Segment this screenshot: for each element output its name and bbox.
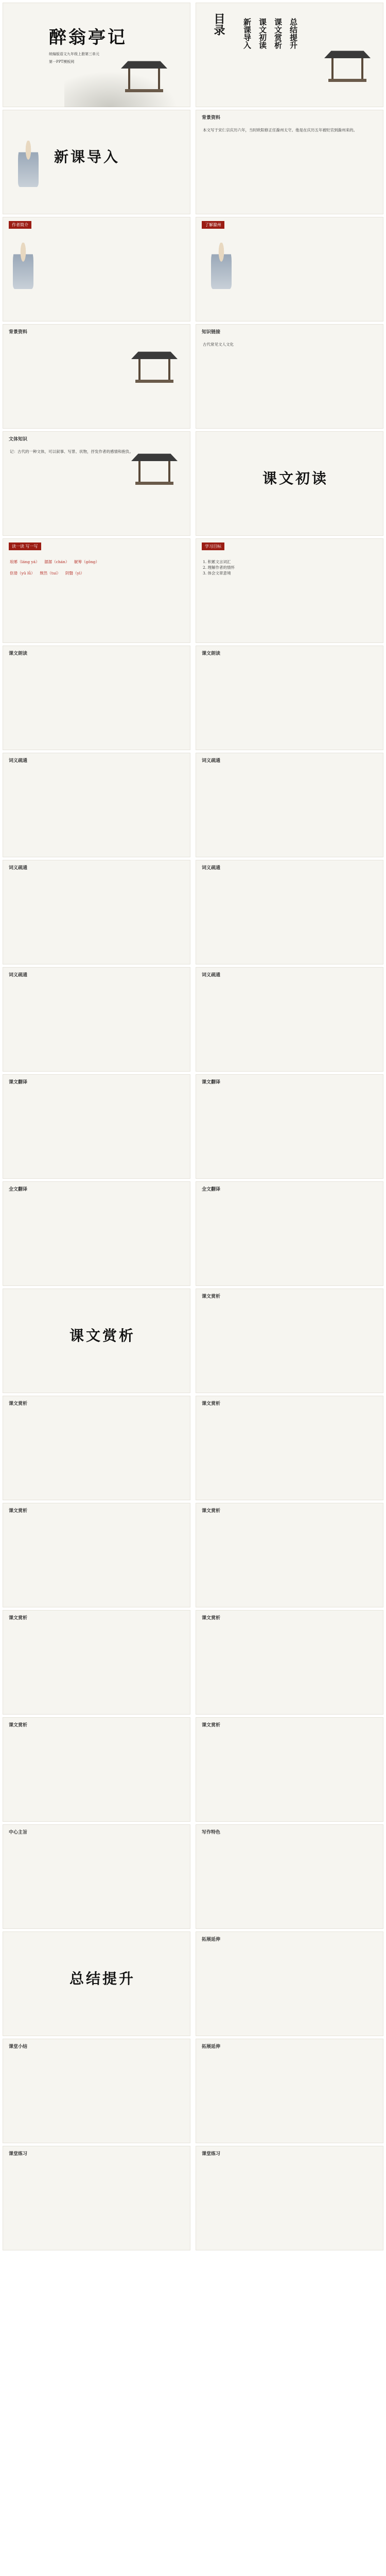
slide-title: 词义疏通 <box>9 973 28 978</box>
toc-item-4[interactable]: 总结提升 <box>289 18 298 49</box>
slide-analysis[interactable] <box>3 1503 190 1607</box>
slide-goals[interactable] <box>196 538 383 643</box>
pavilion-art <box>131 350 178 386</box>
toc-item-2[interactable]: 课文初读 <box>258 18 267 49</box>
slide-title: 拓展延伸 <box>202 2044 221 2049</box>
slide-analysis[interactable] <box>3 1396 190 1500</box>
slide-analysis[interactable] <box>196 1610 383 1715</box>
slide-title: 课文赏析 <box>9 1616 28 1621</box>
slide-author[interactable] <box>3 217 190 321</box>
slide-title: 写作特色 <box>202 1830 221 1835</box>
slide-title: 中心主旨 <box>9 1830 28 1835</box>
word-item: 颓然（tuí） <box>40 571 61 575</box>
slide-title: 课文赏析 <box>9 1401 28 1406</box>
cover-subtitle: 统编版语文九年级上册第三单元 <box>49 52 99 56</box>
cover-title: 醉翁亭记 <box>49 27 127 48</box>
slide-title: 课堂小结 <box>9 2044 28 2049</box>
word-list <box>10 559 183 576</box>
word-item: 琅琊（láng yá） <box>10 560 40 564</box>
section-title: 总结提升 <box>69 1970 136 1987</box>
figure-art <box>13 243 33 289</box>
slide-vocab[interactable] <box>3 753 190 857</box>
slide-cover[interactable] <box>3 3 190 107</box>
slide-title: 课堂练习 <box>9 2151 28 2157</box>
slide-title: 词义疏通 <box>202 758 221 764</box>
toc-item-3[interactable]: 课文赏析 <box>273 18 283 49</box>
goal-item: 1. 积累文言词汇 <box>203 560 231 564</box>
section-title: 课文初读 <box>262 470 329 487</box>
slide-features[interactable] <box>196 1824 383 1929</box>
slide-title: 词义疏通 <box>202 866 221 871</box>
slide-title: 课文赏析 <box>202 1401 221 1406</box>
slide-reading[interactable] <box>196 646 383 750</box>
slide-vocab[interactable] <box>3 860 190 964</box>
cover-author: 第一PPT模板网 <box>49 60 75 64</box>
slide-section4[interactable] <box>3 1931 190 2036</box>
slide-tag: 读一读 写一写 <box>9 543 41 550</box>
slide-analysis[interactable] <box>3 1717 190 1822</box>
slide-exercise[interactable] <box>3 2146 190 2250</box>
goal-item: 2. 理解作者的情怀 <box>203 565 235 570</box>
toc-title: 目录 <box>212 13 225 36</box>
slide-toc[interactable] <box>196 3 383 107</box>
slide-summary[interactable] <box>3 2039 190 2143</box>
slide-title: 课文赏析 <box>202 1616 221 1621</box>
pavilion-art <box>324 49 371 85</box>
slide-body: 记：古代的一种文体，可以叙事、写景、状物，抒发作者的感情和抱负。 <box>10 449 133 454</box>
slide-reading[interactable] <box>3 646 190 750</box>
slide-bg2[interactable] <box>3 324 190 429</box>
slide-tag: 学习目标 <box>202 543 224 550</box>
slide-vocab[interactable] <box>196 967 383 1072</box>
slide-title: 拓展延伸 <box>202 1937 221 1942</box>
slide-title: 课文朗读 <box>9 651 28 656</box>
slide-title: 课文翻译 <box>202 1080 221 1085</box>
section-title: 课文赏析 <box>69 1327 136 1344</box>
slide-words[interactable] <box>3 538 190 643</box>
slide-translation[interactable] <box>3 1074 190 1179</box>
slide-title: 词义疏通 <box>9 866 28 871</box>
slide-extension[interactable] <box>196 1931 383 2036</box>
goal-item: 3. 体会文章意境 <box>203 571 231 575</box>
slide-section2[interactable] <box>196 431 383 536</box>
slide-analysis[interactable] <box>196 1289 383 1393</box>
slide-knowledge[interactable] <box>196 324 383 429</box>
pavilion-art <box>131 452 178 488</box>
slide-title: 全文翻译 <box>202 1187 221 1192</box>
slide-analysis[interactable] <box>196 1396 383 1500</box>
slide-body: 古代常见文人文化 <box>203 342 234 347</box>
toc-item-1[interactable]: 新课导入 <box>242 18 252 49</box>
slide-title: 全文翻译 <box>9 1187 28 1192</box>
slide-title: 课文赏析 <box>202 1723 221 1728</box>
slide-vocab[interactable] <box>3 967 190 1072</box>
slide-tag: 作者简介 <box>9 221 31 229</box>
slide-title: 词义疏通 <box>9 758 28 764</box>
slide-vocab[interactable] <box>196 860 383 964</box>
slide-title: 课文赏析 <box>9 1723 28 1728</box>
slide-theme[interactable] <box>3 1824 190 1929</box>
slide-title: 知识链接 <box>202 330 221 335</box>
slide-title: 背景资料 <box>9 330 28 335</box>
slide-translation[interactable] <box>196 1074 383 1179</box>
slide-title: 课文朗读 <box>202 651 221 656</box>
intro-title: 新课导入 <box>54 148 120 165</box>
slide-extension[interactable] <box>196 2039 383 2143</box>
slide-title: 词义疏通 <box>202 973 221 978</box>
figure-art <box>18 141 39 187</box>
slide-intro[interactable] <box>3 110 190 214</box>
slide-tag: 了解滁州 <box>202 221 224 229</box>
slide-background[interactable] <box>196 110 383 214</box>
slide-title: 课堂练习 <box>202 2151 221 2157</box>
figure-art <box>211 243 232 289</box>
word-item: 阴翳（yì） <box>65 571 84 575</box>
slide-body: 本文写于宋仁宗庆历六年，当时欧阳修正任滁州太守。他是在庆历五年被贬官到滁州来的。 <box>203 128 357 132</box>
goal-list <box>203 559 376 576</box>
slide-chuzhou[interactable] <box>196 217 383 321</box>
slide-title: 背景资料 <box>202 115 221 121</box>
slide-exercise[interactable] <box>196 2146 383 2250</box>
slide-title: 课文赏析 <box>202 1294 221 1299</box>
slide-analysis[interactable] <box>3 1610 190 1715</box>
slide-section3[interactable] <box>3 1289 190 1393</box>
slide-title: 课文翻译 <box>9 1080 28 1085</box>
slide-vocab[interactable] <box>196 753 383 857</box>
slide-analysis[interactable] <box>196 1717 383 1822</box>
slide-title: 课文赏析 <box>9 1509 28 1514</box>
word-item: 潺潺（chán） <box>44 560 69 564</box>
slide-title: 课文赏析 <box>202 1509 221 1514</box>
slide-full-translation[interactable] <box>196 1181 383 1286</box>
slide-title: 文体知识 <box>9 437 28 442</box>
word-item: 觥筹（gōng） <box>74 560 99 564</box>
slide-genre[interactable] <box>3 431 190 536</box>
word-item: 伛偻（yǔ lǚ） <box>10 571 35 575</box>
slide-full-translation[interactable] <box>3 1181 190 1286</box>
slide-analysis[interactable] <box>196 1503 383 1607</box>
